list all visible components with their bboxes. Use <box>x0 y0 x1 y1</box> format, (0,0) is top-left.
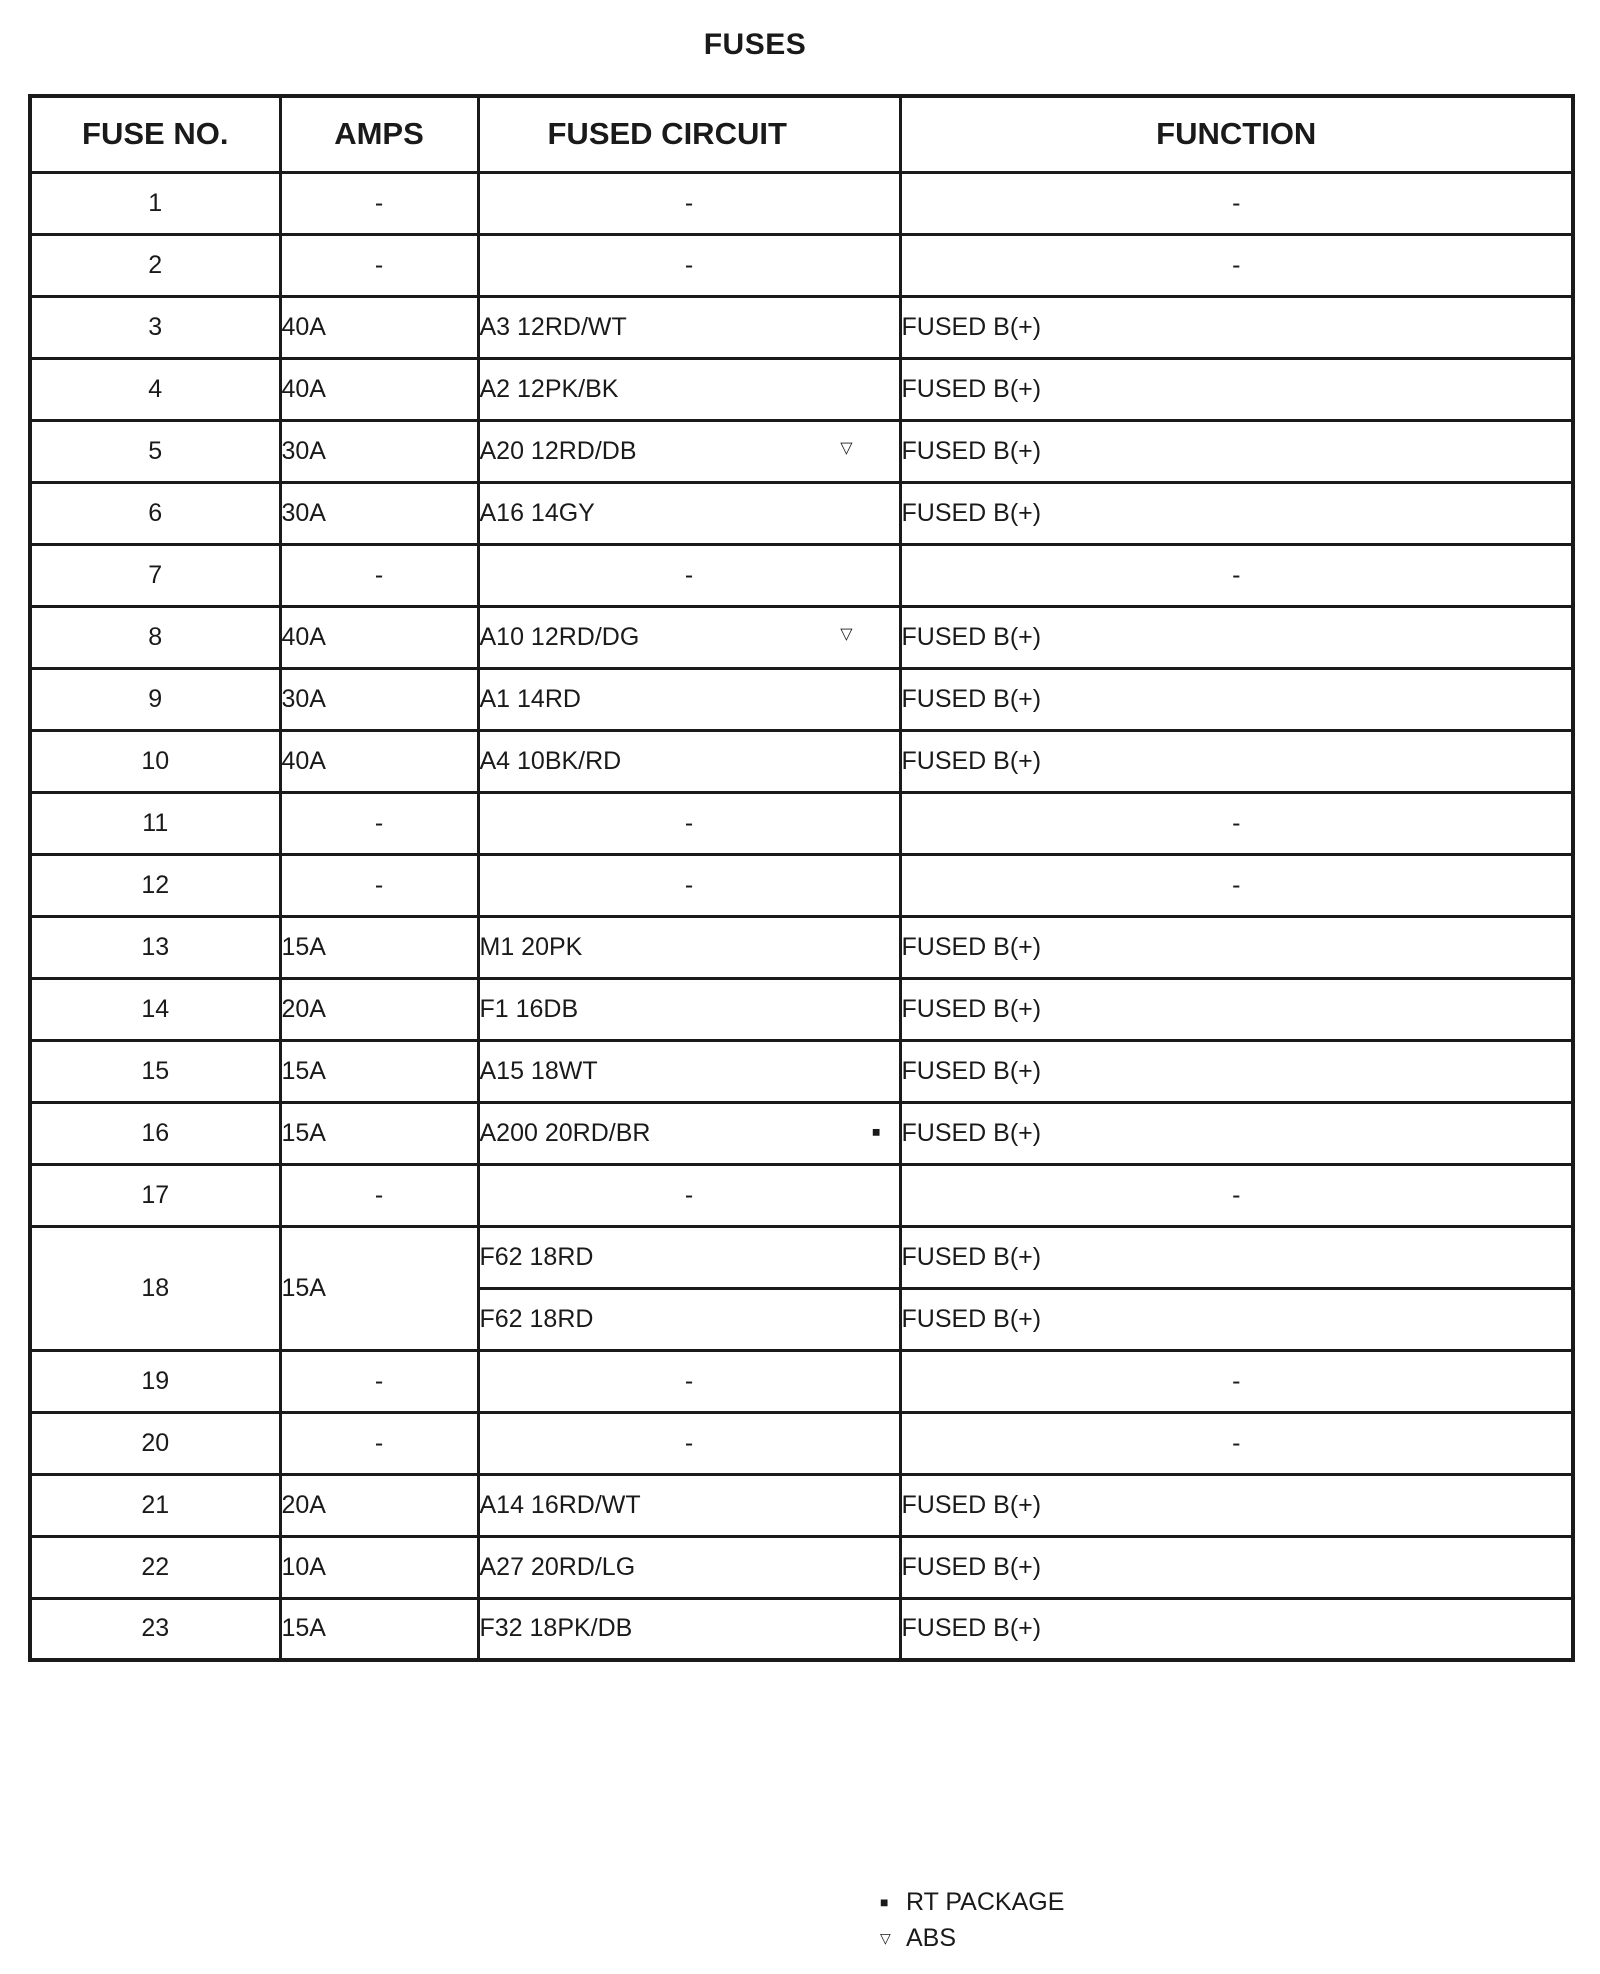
table-row <box>30 358 1573 420</box>
fused-circuit-cell <box>478 358 900 420</box>
amps-cell <box>280 482 478 544</box>
fused-circuit-cell <box>478 1412 900 1474</box>
function-cell-text: FUSED B(+) <box>901 746 1042 775</box>
fuse-no-cell-text: 1 <box>148 188 163 217</box>
table-header-row <box>30 96 1573 172</box>
fuse-table <box>28 94 1575 1662</box>
function-cell-text: - <box>1232 250 1241 279</box>
amps-cell-text: 40A <box>281 374 326 403</box>
table-row <box>30 544 1573 606</box>
amps-cell-text: - <box>374 870 384 899</box>
amps-cell <box>280 420 478 482</box>
fuse-no-cell <box>30 1164 280 1226</box>
function-cell <box>900 978 1573 1040</box>
amps-cell-text: 30A <box>281 684 326 713</box>
function-cell-text: FUSED B(+) <box>901 1118 1042 1147</box>
legend-label-abs: ABS <box>906 1924 957 1952</box>
square-icon: ■ <box>880 1894 889 1910</box>
fused-circuit-cell-text: - <box>684 808 694 837</box>
amps-cell-text: 40A <box>281 622 326 651</box>
amps-cell-text: 30A <box>281 498 326 527</box>
amps-cell <box>280 1102 478 1164</box>
fuse-no-cell-text: 4 <box>148 374 163 403</box>
fuse-no-cell <box>30 172 280 234</box>
fuse-no-cell <box>30 1536 280 1598</box>
fused-circuit-cell-text: A15 18WT <box>479 1056 598 1085</box>
function-cell-text: FUSED B(+) <box>901 1304 1042 1333</box>
table-row <box>30 1226 1573 1288</box>
function-cell-text: FUSED B(+) <box>901 622 1042 651</box>
triangle-down-icon: ▽ <box>840 440 853 458</box>
fused-circuit-cell-text: A2 12PK/BK <box>479 374 619 403</box>
table-row <box>30 730 1573 792</box>
function-cell <box>900 296 1573 358</box>
fused-circuit-cell <box>478 234 900 296</box>
function-cell-text: FUSED B(+) <box>901 1614 1042 1643</box>
function-cell <box>900 1102 1573 1164</box>
fused-circuit-cell <box>478 854 900 916</box>
amps-cell <box>280 358 478 420</box>
fuse-no-cell-text: 7 <box>148 560 163 589</box>
table-row <box>30 1598 1573 1660</box>
function-cell <box>900 1350 1573 1412</box>
function-cell <box>900 1474 1573 1536</box>
amps-cell <box>280 172 478 234</box>
table-row <box>30 668 1573 730</box>
function-cell-text: FUSED B(+) <box>901 1056 1042 1085</box>
amps-cell <box>280 1040 478 1102</box>
fuse-no-cell <box>30 482 280 544</box>
fused-circuit-cell <box>478 1598 900 1660</box>
amps-cell <box>280 606 478 668</box>
table-row <box>30 1474 1573 1536</box>
fused-circuit-cell <box>478 544 900 606</box>
function-cell-text: FUSED B(+) <box>901 498 1042 527</box>
fuse-no-cell-text: 21 <box>141 1490 170 1519</box>
function-cell-text: FUSED B(+) <box>901 684 1042 713</box>
fuse-no-cell <box>30 792 280 854</box>
function-cell-text: - <box>1232 560 1241 589</box>
amps-cell-text: 15A <box>281 1273 326 1302</box>
fuse-no-cell-text: 11 <box>142 808 169 837</box>
fuse-no-cell <box>30 854 280 916</box>
function-cell <box>900 1598 1573 1660</box>
legend-item-abs <box>880 1920 1064 1956</box>
amps-cell <box>280 1164 478 1226</box>
fuse-no-cell-text: 23 <box>141 1614 170 1643</box>
fuse-no-cell <box>30 1474 280 1536</box>
fused-circuit-cell-text: F1 16DB <box>479 994 579 1023</box>
table-row <box>30 854 1573 916</box>
function-cell <box>900 544 1573 606</box>
fuse-no-cell <box>30 1598 280 1660</box>
fuse-no-cell-text: 3 <box>148 312 163 341</box>
function-cell <box>900 792 1573 854</box>
fused-circuit-cell-text: - <box>684 1366 694 1395</box>
function-cell <box>900 482 1573 544</box>
fused-circuit-cell-text: A10 12RD/DG <box>479 622 640 651</box>
amps-cell-text: 20A <box>281 994 326 1023</box>
fused-circuit-cell <box>478 1288 900 1350</box>
function-cell <box>900 1040 1573 1102</box>
function-cell <box>900 358 1573 420</box>
function-cell-text: - <box>1232 1366 1241 1395</box>
fuse-no-cell-text: 22 <box>141 1552 170 1581</box>
fuse-no-cell-text: 16 <box>141 1118 170 1147</box>
fused-circuit-cell <box>478 606 900 668</box>
fuse-no-cell <box>30 296 280 358</box>
amps-cell-text: - <box>374 188 384 217</box>
fused-circuit-cell-text: - <box>684 1180 694 1209</box>
fuse-no-cell <box>30 420 280 482</box>
amps-cell <box>280 978 478 1040</box>
header-function: FUNCTION <box>900 96 1573 172</box>
function-cell-text: FUSED B(+) <box>901 1552 1042 1581</box>
table-row <box>30 1350 1573 1412</box>
amps-cell <box>280 544 478 606</box>
fused-circuit-cell <box>478 420 900 482</box>
amps-cell-text: - <box>374 1366 384 1395</box>
amps-cell <box>280 296 478 358</box>
header-amps: AMPS <box>280 96 478 172</box>
amps-cell <box>280 730 478 792</box>
fused-circuit-cell <box>478 172 900 234</box>
amps-cell-text: - <box>374 1180 384 1209</box>
fuse-no-cell-text: 8 <box>148 622 163 651</box>
fused-circuit-cell-text: A200 20RD/BR <box>479 1118 651 1147</box>
fuse-no-cell <box>30 730 280 792</box>
amps-cell-text: 15A <box>281 1056 326 1085</box>
table-row <box>30 172 1573 234</box>
fuse-no-cell <box>30 1040 280 1102</box>
amps-cell <box>280 1226 478 1350</box>
fuse-no-cell <box>30 358 280 420</box>
amps-cell-text: 15A <box>281 1614 326 1643</box>
fused-circuit-cell-text: A27 20RD/LG <box>479 1552 636 1581</box>
table-row <box>30 234 1573 296</box>
fused-circuit-cell-text: - <box>684 560 694 589</box>
table-row <box>30 606 1573 668</box>
fused-circuit-cell <box>478 730 900 792</box>
fuse-no-cell <box>30 544 280 606</box>
function-cell <box>900 234 1573 296</box>
amps-cell-text: - <box>374 1428 384 1457</box>
header-fused-circuit: FUSED CIRCUIT <box>478 96 900 172</box>
function-cell-text: - <box>1232 1180 1241 1209</box>
function-cell-text: - <box>1232 188 1241 217</box>
fuse-no-cell <box>30 668 280 730</box>
fuse-no-cell-text: 6 <box>148 498 163 527</box>
amps-cell <box>280 1598 478 1660</box>
fused-circuit-cell-text: - <box>684 188 694 217</box>
fused-circuit-cell-text: A20 12RD/DB <box>479 436 637 465</box>
fuse-no-cell-text: 13 <box>141 932 170 961</box>
fuse-no-cell <box>30 1350 280 1412</box>
function-cell-text: FUSED B(+) <box>901 436 1042 465</box>
fused-circuit-cell <box>478 1040 900 1102</box>
fuse-no-cell-text: 2 <box>148 250 163 279</box>
function-cell-text: FUSED B(+) <box>901 1490 1042 1519</box>
fused-circuit-cell-text: A14 16RD/WT <box>479 1490 641 1519</box>
amps-cell-text: 40A <box>281 312 326 341</box>
fused-circuit-cell <box>478 1536 900 1598</box>
function-cell <box>900 1288 1573 1350</box>
page-title: FUSES <box>703 28 807 61</box>
amps-cell-text: 15A <box>281 1118 326 1147</box>
function-cell-text: - <box>1232 1428 1241 1457</box>
function-cell <box>900 854 1573 916</box>
amps-cell <box>280 1412 478 1474</box>
amps-cell-text: 20A <box>281 1490 326 1519</box>
fused-circuit-cell <box>478 482 900 544</box>
function-cell <box>900 606 1573 668</box>
fuse-no-cell-text: 5 <box>148 436 163 465</box>
fused-circuit-cell-text: - <box>684 1428 694 1457</box>
function-cell <box>900 172 1573 234</box>
amps-cell <box>280 792 478 854</box>
function-cell <box>900 1412 1573 1474</box>
amps-cell <box>280 234 478 296</box>
fused-circuit-cell <box>478 1350 900 1412</box>
function-cell-text: FUSED B(+) <box>901 994 1042 1023</box>
fused-circuit-cell-text: F62 18RD <box>479 1304 594 1333</box>
function-cell <box>900 1536 1573 1598</box>
amps-cell-text: 10A <box>281 1552 326 1581</box>
table-row <box>30 1536 1573 1598</box>
fuse-no-cell-text: 14 <box>141 994 170 1023</box>
fused-circuit-cell <box>478 1164 900 1226</box>
fused-circuit-cell-text: - <box>684 250 694 279</box>
table-row <box>30 1040 1573 1102</box>
fuse-no-cell-text: 17 <box>141 1180 170 1209</box>
fuse-no-cell-text: 12 <box>141 870 170 899</box>
amps-cell-text: 15A <box>281 932 326 961</box>
fuse-no-cell <box>30 606 280 668</box>
amps-cell-text: 30A <box>281 436 326 465</box>
fused-circuit-cell <box>478 296 900 358</box>
fused-circuit-cell-text: A1 14RD <box>479 684 581 713</box>
legend <box>880 1884 1064 1956</box>
fused-circuit-cell <box>478 668 900 730</box>
fused-circuit-cell-text: M1 20PK <box>479 932 583 961</box>
table-row <box>30 1102 1573 1164</box>
table-body <box>30 172 1573 1660</box>
fuse-no-cell-text: 19 <box>141 1366 170 1395</box>
fused-circuit-cell-text: F32 18PK/DB <box>479 1614 633 1643</box>
amps-cell <box>280 668 478 730</box>
legend-item-rt <box>880 1884 1064 1920</box>
fuse-no-cell <box>30 234 280 296</box>
table-row <box>30 978 1573 1040</box>
table-row <box>30 296 1573 358</box>
header-fuse-no: FUSE NO. <box>30 96 280 172</box>
fuse-no-cell-text: 18 <box>141 1273 170 1302</box>
function-cell <box>900 730 1573 792</box>
fused-circuit-cell <box>478 978 900 1040</box>
amps-cell <box>280 1350 478 1412</box>
function-cell <box>900 1226 1573 1288</box>
fuse-no-cell-text: 9 <box>148 684 163 713</box>
fused-circuit-cell <box>478 916 900 978</box>
fused-circuit-cell-text: A4 10BK/RD <box>479 746 622 775</box>
fuse-no-cell-text: 20 <box>141 1428 170 1457</box>
amps-cell-text: 40A <box>281 746 326 775</box>
function-cell <box>900 420 1573 482</box>
fuse-no-cell <box>30 1226 280 1350</box>
amps-cell <box>280 1536 478 1598</box>
fuse-no-cell <box>30 1412 280 1474</box>
triangle-down-icon: ▽ <box>840 626 853 644</box>
function-cell-text: FUSED B(+) <box>901 312 1042 341</box>
function-cell <box>900 668 1573 730</box>
square-icon: ■ <box>872 1123 881 1140</box>
fused-circuit-cell <box>478 1226 900 1288</box>
table-row <box>30 792 1573 854</box>
amps-cell-text: - <box>374 808 384 837</box>
fuse-no-cell <box>30 978 280 1040</box>
fuse-no-cell-text: 15 <box>141 1056 170 1085</box>
fused-circuit-cell-text: A3 12RD/WT <box>479 312 627 341</box>
fused-circuit-cell-text: F62 18RD <box>479 1242 594 1271</box>
table-row <box>30 1164 1573 1226</box>
fuse-no-cell-text: 10 <box>141 746 170 775</box>
fused-circuit-cell <box>478 1102 900 1164</box>
function-cell <box>900 916 1573 978</box>
triangle-down-icon: ▽ <box>880 1930 891 1946</box>
table-row <box>30 482 1573 544</box>
fused-circuit-cell-text: A16 14GY <box>479 498 595 527</box>
amps-cell <box>280 1474 478 1536</box>
function-cell <box>900 1164 1573 1226</box>
fused-circuit-cell <box>478 792 900 854</box>
function-cell-text: - <box>1232 870 1241 899</box>
amps-cell <box>280 854 478 916</box>
fuse-no-cell <box>30 916 280 978</box>
function-cell-text: FUSED B(+) <box>901 374 1042 403</box>
amps-cell-text: - <box>374 560 384 589</box>
function-cell-text: FUSED B(+) <box>901 932 1042 961</box>
fused-circuit-cell-text: - <box>684 870 694 899</box>
table-row <box>30 420 1573 482</box>
function-cell-text: - <box>1232 808 1241 837</box>
legend-label-rt: RT PACKAGE <box>906 1888 1065 1916</box>
amps-cell-text: - <box>374 250 384 279</box>
table-row <box>30 916 1573 978</box>
fused-circuit-cell <box>478 1474 900 1536</box>
table-row <box>30 1412 1573 1474</box>
amps-cell <box>280 916 478 978</box>
fuse-no-cell <box>30 1102 280 1164</box>
function-cell-text: FUSED B(+) <box>901 1242 1042 1271</box>
